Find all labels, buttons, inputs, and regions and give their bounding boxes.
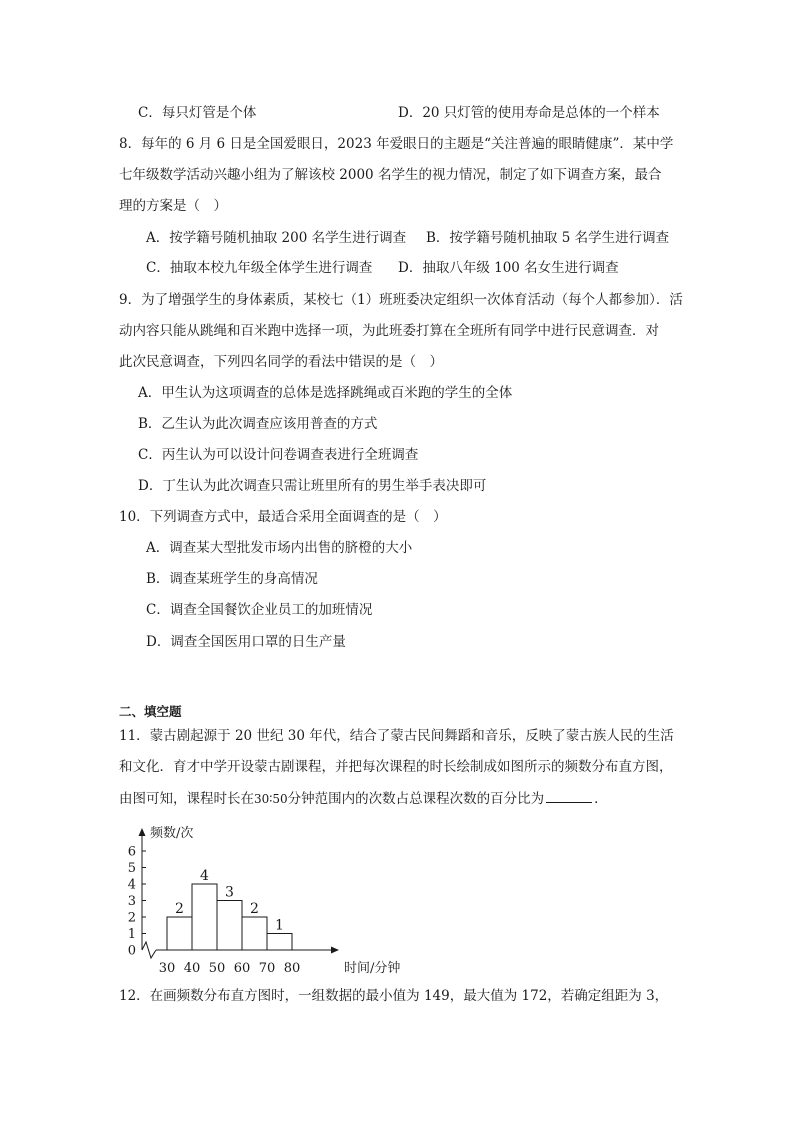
- answer-blank[interactable]: [546, 788, 592, 803]
- q11-time-range: 30∶50: [254, 792, 288, 806]
- frequency-histogram: [112, 812, 401, 976]
- x-tick-label: 70: [258, 961, 276, 976]
- y-tick-label: 2: [127, 910, 136, 926]
- y-tick-label: 6: [127, 844, 136, 860]
- y-tick-label: 5: [127, 861, 136, 876]
- bar-data-label: 2: [175, 901, 184, 917]
- q9-stem-line1: 9．为了增强学生的身体素质，某校七（1）班班委决定组织一次体育活动（每个人都参加）．活: [119, 292, 683, 308]
- x-tick-label: 50: [208, 961, 226, 976]
- q10-option-d: D．调查全国医用口罩的日生产量: [146, 634, 346, 650]
- y-tick-label: 1: [127, 927, 136, 942]
- q8-stem-line1: 8．每年的 6 月 6 日是全国爱眼日，2023 年爱眼日的主题是“关注普遍的眼睛健康”．某中学: [119, 136, 674, 152]
- q11-stem-line2: 和文化．育才中学开设蒙古剧课程，并把每次课程的时长绘制成如图所示的频数分布直方图，: [119, 759, 673, 775]
- q11-line3-prefix: 由图可知，课程时长在: [119, 791, 254, 807]
- y-ticks: [128, 845, 146, 959]
- q8-option-c: C．抽取本校九年级全体学生进行调查: [146, 260, 373, 276]
- x-axis-label: 时间/分钟: [344, 961, 401, 976]
- y-tick-label: 0: [127, 943, 136, 959]
- q12-stem-line1: 12．在画频数分布直方图时，一组数据的最小值为 149，最大值为 172，若确定组距为 3，: [119, 988, 669, 1004]
- q9-option-b: B．乙生认为此次调查应该用普查的方式: [138, 416, 378, 432]
- y-axis-label: 频数/次: [150, 826, 194, 841]
- x-tick-label: 30: [158, 961, 176, 976]
- q9-stem-line3: 此次民意调查，下列四名同学的看法中错误的是（ ）: [119, 354, 443, 370]
- q8-option-a: A．按学籍号随机抽取 200 名学生进行调查: [146, 230, 407, 246]
- bar-data-label: 2: [250, 901, 259, 917]
- q9-stem-line2: 动内容只能从跳绳和百米跑中选择一项，为此班委打算在全班所有同学中进行民意调查．对: [119, 323, 659, 339]
- q11-line3-end: ．: [594, 791, 608, 807]
- q8-option-d: D．抽取八年级 100 名女生进行调查: [398, 260, 619, 276]
- histogram-bar: [267, 934, 292, 951]
- x-tick-label: 40: [183, 961, 201, 976]
- y-axis-arrow: [139, 828, 146, 836]
- bar-data-label: 4: [200, 868, 209, 884]
- q10-option-a: A．调查某大型批发市场内出售的脐橙的大小: [146, 540, 413, 556]
- q10-option-c: C．调查全国餐饮企业员工的加班情况: [146, 602, 373, 618]
- q11-stem-line1: 11．蒙古剧起源于 20 世纪 30 年代，结合了蒙古民间舞蹈和音乐，反映了蒙古族人民的生活: [119, 728, 674, 744]
- y-tick-label: 3: [127, 894, 136, 909]
- x-tick-label: 60: [233, 961, 251, 976]
- q8-stem-line3: 理的方案是（ ）: [119, 198, 227, 214]
- q9-option-a: A．甲生认为这项调查的总体是选择跳绳或百米跑的学生的全体: [138, 385, 513, 401]
- q8-option-b: B．按学籍号随机抽取 5 名学生进行调查: [426, 230, 670, 246]
- axis-break-zigzag: [142, 942, 156, 958]
- section-heading: 二、填空题: [119, 704, 182, 719]
- x-axis-arrow: [331, 947, 339, 954]
- histogram-bar: [192, 884, 217, 950]
- x-ticks: [159, 961, 301, 976]
- y-tick-label: 4: [127, 877, 136, 893]
- q7-option-c: C．每只灯管是个体: [138, 105, 257, 121]
- bar-data-label: 1: [275, 917, 284, 934]
- bar-data-label: 3: [225, 884, 234, 901]
- histogram-bar: [167, 917, 192, 950]
- q7-option-d: D．20 只灯管的使用寿命是总体的一个样本: [398, 105, 660, 121]
- histogram-bar: [242, 917, 267, 950]
- q9-option-d: D．丁生认为此次调查只需让班里所有的男生举手表决即可: [138, 478, 487, 494]
- q10-stem: 10．下列调查方式中，最适合采用全面调查的是（ ）: [119, 509, 447, 525]
- histogram-bar: [217, 901, 242, 951]
- q8-stem-line2: 七年级数学活动兴趣小组为了解该校 2000 名学生的视力情况，制定了如下调查方案，最合: [119, 167, 662, 183]
- q11-line3-text: 分钟范围内的次数占总课程次数的百分比为: [287, 791, 545, 807]
- q11-stem-line3: [119, 788, 608, 809]
- q9-option-c: C．丙生认为可以设计问卷调查表进行全班调查: [138, 447, 419, 463]
- x-tick-label: 80: [283, 961, 301, 976]
- q10-option-b: B．调查某班学生的身高情况: [146, 571, 318, 587]
